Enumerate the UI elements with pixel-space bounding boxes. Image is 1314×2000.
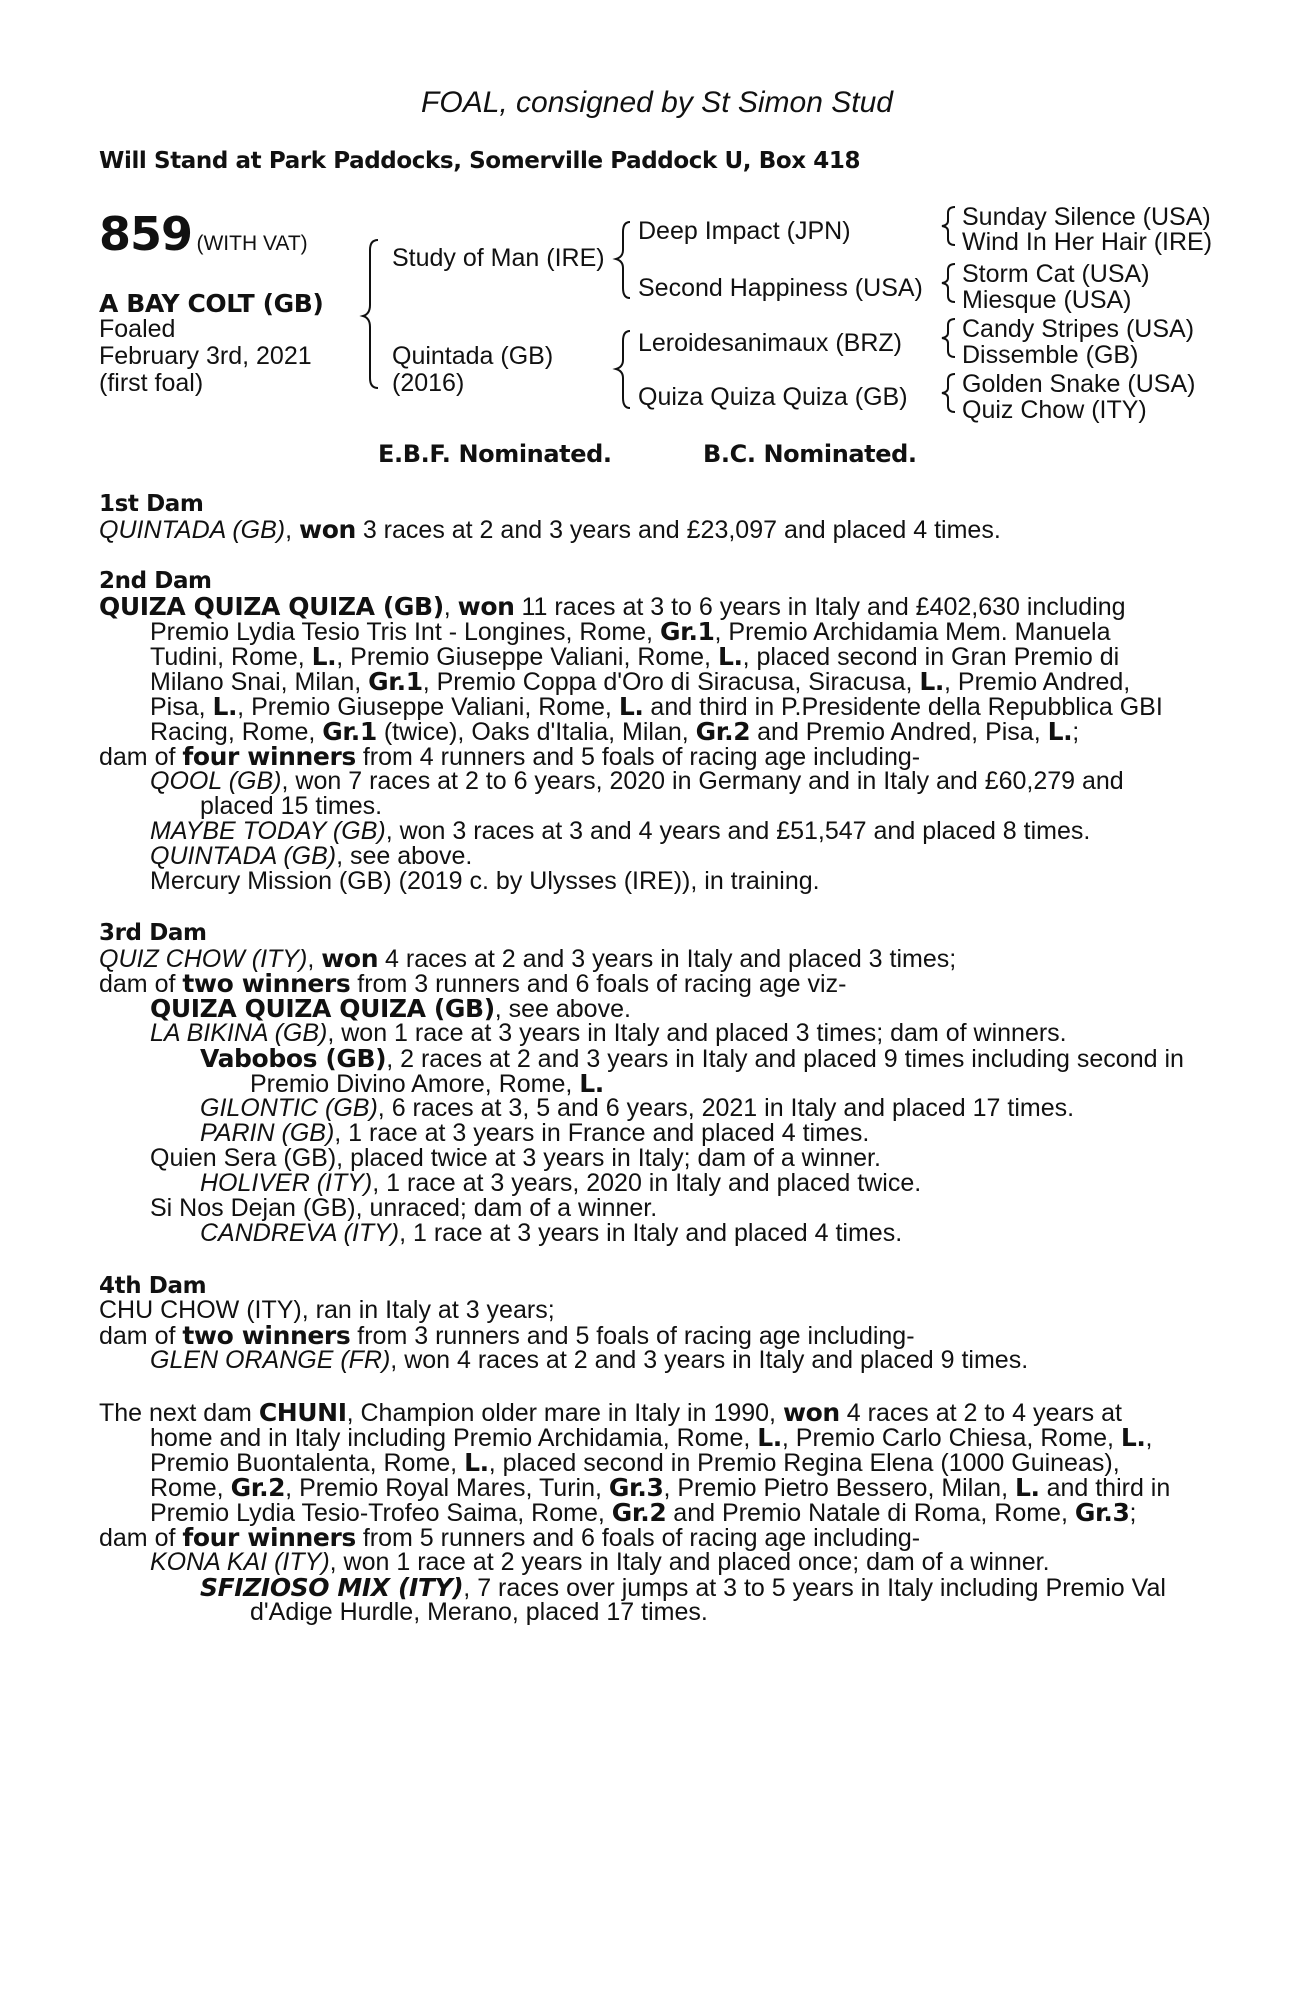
- brace-g4-3: [942, 319, 955, 357]
- dam2-line: Premio Lydia Tesio Tris Int - Longines, Rome, Gr.1, Premio Archidamia Mem. Manuela: [150, 617, 1111, 646]
- next-dam-line: The next dam CHUNI, Champion older mare in Italy in 1990, won 4 races at 2 to 4 years at: [99, 1398, 1122, 1427]
- g4-dam: Quiz Chow (ITY): [962, 396, 1147, 424]
- brace-g4-4: [942, 374, 955, 412]
- brace-sire: [616, 222, 630, 298]
- sire-name: Study of Man (IRE): [392, 244, 605, 272]
- next-dam-line: Rome, Gr.2, Premio Royal Mares, Turin, Gr.3, Premio Pietro Bessero, Milan, L. and third in: [150, 1473, 1171, 1502]
- dam2-line: Milano Snai, Milan, Gr.1, Premio Coppa d'Oro di Siracusa, Siracusa, L., Premio Andred,: [150, 667, 1131, 696]
- dam2-produce: QOOL (GB), won 7 races at 2 to 6 years, 2020 in Germany and in Italy and £60,279 and: [150, 767, 1124, 795]
- dam2-produce: Mercury Mission (GB) (2019 c. by Ulysses (IRE)), in training.: [150, 867, 820, 895]
- dam4-line: dam of two winners from 3 runners and 5 foals of racing age including-: [99, 1321, 915, 1350]
- dam3-produce: Si Nos Dejan (GB), unraced; dam of a winner.: [150, 1194, 658, 1222]
- sire-dam: Second Happiness (USA): [638, 274, 923, 302]
- dam3-produce: LA BIKINA (GB), won 1 race at 3 years in Italy and placed 3 times; dam of winners.: [150, 1019, 1067, 1047]
- vat-note: (WITH VAT): [196, 232, 308, 255]
- dam2-line: QUIZA QUIZA QUIZA (GB), won 11 races at 3 to 6 years in Italy and £402,630 including: [99, 592, 1126, 621]
- brace-g4-2: [942, 264, 955, 302]
- dam1-heading: 1st Dam: [99, 491, 204, 517]
- next-dam-line: Premio Lydia Tesio-Trofeo Saima, Rome, Gr.2 and Premio Natale di Roma, Rome, Gr.3;: [150, 1498, 1137, 1527]
- g4-sire: Golden Snake (USA): [962, 370, 1196, 398]
- consignor-line: FOAL, consigned by St Simon Stud: [421, 86, 893, 119]
- dam2-produce: placed 15 times.: [200, 792, 383, 820]
- lot-number-value: 859: [99, 207, 193, 261]
- dam3-produce: CANDREVA (ITY), 1 race at 3 years in Italy and placed 4 times.: [200, 1219, 903, 1247]
- dam3-produce: Premio Divino Amore, Rome, L.: [250, 1069, 604, 1098]
- next-dam-produce: SFIZIOSO MIX (ITY), 7 races over jumps at 3 to 5 years in Italy including Premio Val: [200, 1573, 1166, 1602]
- location-line: Will Stand at Park Paddocks, Somerville Paddock U, Box 418: [99, 148, 861, 174]
- dam2-line: Racing, Rome, Gr.1 (twice), Oaks d'Italia, Milan, Gr.2 and Premio Andred, Pisa, L.;: [150, 717, 1080, 746]
- ebf-nomination: E.B.F. Nominated.: [378, 440, 612, 468]
- g4-dam: Dissemble (GB): [962, 341, 1139, 369]
- dam-year: (2016): [392, 369, 465, 397]
- dam1-line: QUINTADA (GB), won 3 races at 2 and 3 years and £23,097 and placed 4 times.: [99, 515, 1001, 544]
- brace-g4-1: [942, 207, 955, 245]
- dam2-produce: QUINTADA (GB), see above.: [150, 842, 473, 870]
- dam3-produce: GILONTIC (GB), 6 races at 3, 5 and 6 years, 2021 in Italy and placed 17 times.: [200, 1094, 1075, 1122]
- dam4-heading: 4th Dam: [99, 1273, 207, 1299]
- dam4-produce: GLEN ORANGE (FR), won 4 races at 2 and 3 years in Italy and placed 9 times.: [150, 1346, 1029, 1374]
- dam3-line: QUIZ CHOW (ITY), won 4 races at 2 and 3 years in Italy and placed 3 times;: [99, 944, 957, 973]
- dam-sire: Leroidesanimaux (BRZ): [638, 329, 902, 357]
- dam2-heading: 2nd Dam: [99, 568, 212, 594]
- dam2-line: dam of four winners from 4 runners and 5 foals of racing age including-: [99, 742, 921, 771]
- dam4-line: CHU CHOW (ITY), ran in Italy at 3 years;: [99, 1296, 555, 1324]
- dam3-produce: PARIN (GB), 1 race at 3 years in France and placed 4 times.: [200, 1119, 870, 1147]
- next-dam-produce: d'Adige Hurdle, Merano, placed 17 times.: [250, 1598, 708, 1626]
- dam3-produce: Quien Sera (GB), placed twice at 3 years in Italy; dam of a winner.: [150, 1144, 881, 1172]
- next-dam-line: Premio Buontalenta, Rome, L., placed second in Premio Regina Elena (1000 Guineas),: [150, 1448, 1120, 1477]
- foal-note: (first foal): [99, 369, 204, 397]
- dam3-produce: QUIZA QUIZA QUIZA (GB), see above.: [150, 994, 631, 1023]
- dam2-produce: MAYBE TODAY (GB), won 3 races at 3 and 4 years and £51,547 and placed 8 times.: [150, 817, 1091, 845]
- next-dam-line: home and in Italy including Premio Archidamia, Rome, L., Premio Carlo Chiesa, Rome, L.,: [150, 1423, 1153, 1452]
- brace-main: [363, 240, 378, 388]
- next-dam-line: dam of four winners from 5 runners and 6 foals of racing age including-: [99, 1523, 921, 1552]
- foaled-date: February 3rd, 2021: [99, 342, 312, 370]
- g4-sire: Storm Cat (USA): [962, 260, 1150, 288]
- g4-dam: Miesque (USA): [962, 286, 1132, 314]
- next-dam-produce: KONA KAI (ITY), won 1 race at 2 years in Italy and placed once; dam of a winner.: [150, 1548, 1050, 1576]
- foaled-label: Foaled: [99, 315, 176, 343]
- lot-title: A BAY COLT (GB): [99, 289, 324, 318]
- dam2-line: Tudini, Rome, L., Premio Giuseppe Valiani, Rome, L., placed second in Gran Premio di: [150, 642, 1120, 671]
- g4-sire: Sunday Silence (USA): [962, 203, 1211, 231]
- dam3-produce: Vabobos (GB), 2 races at 2 and 3 years in Italy and placed 9 times including second in: [200, 1044, 1184, 1073]
- dam3-heading: 3rd Dam: [99, 920, 207, 946]
- g4-dam: Wind In Her Hair (IRE): [962, 228, 1213, 256]
- dam2-line: Pisa, L., Premio Giuseppe Valiani, Rome, L. and third in P.Presidente della Repubblica GBI: [150, 692, 1163, 721]
- sire-sire: Deep Impact (JPN): [638, 217, 851, 245]
- brace-dam: [616, 331, 630, 408]
- dam3-produce: HOLIVER (ITY), 1 race at 3 years, 2020 in Italy and placed twice.: [200, 1169, 922, 1197]
- g4-sire: Candy Stripes (USA): [962, 315, 1195, 343]
- dam-name: Quintada (GB): [392, 342, 554, 370]
- dam-dam: Quiza Quiza Quiza (GB): [638, 383, 908, 411]
- dam3-line: dam of two winners from 3 runners and 6 foals of racing age viz-: [99, 969, 847, 998]
- bc-nomination: B.C. Nominated.: [703, 440, 917, 468]
